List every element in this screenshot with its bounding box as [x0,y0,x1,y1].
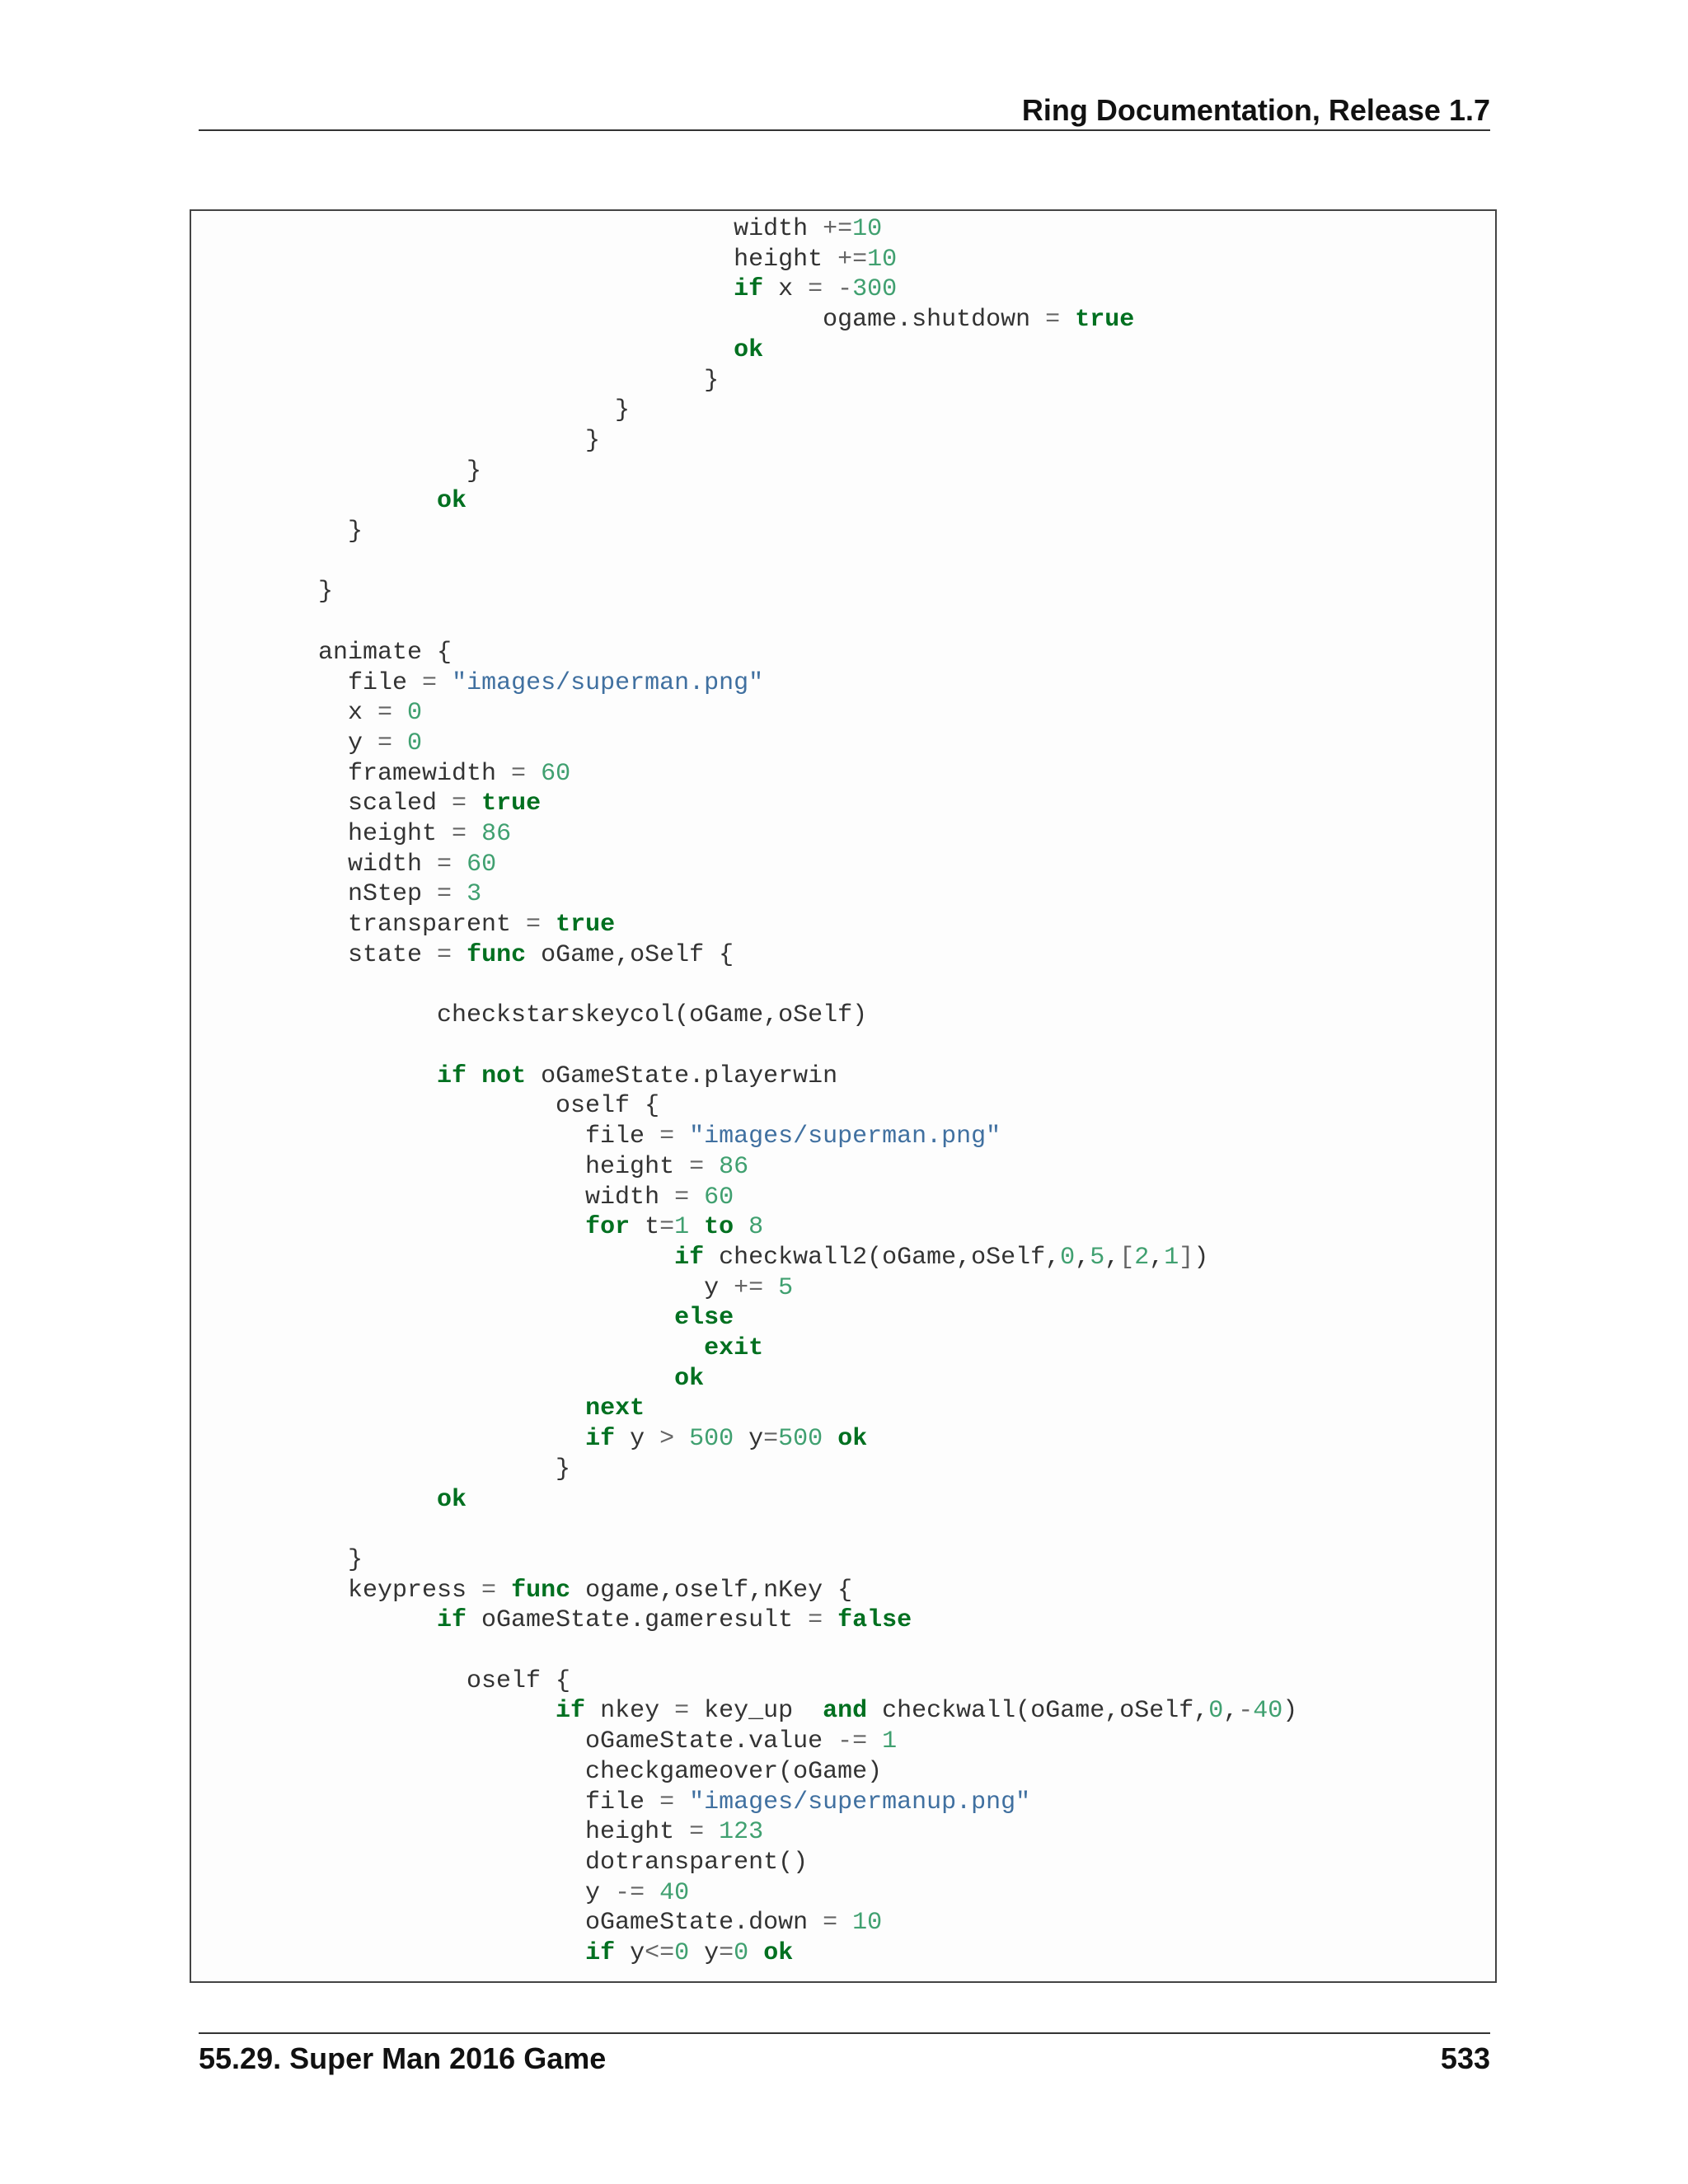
code-line: } [318,578,334,607]
code-line: checkgameover(oGame) [318,1757,883,1786]
code-line: dotransparent() [318,1848,809,1877]
code-line: for t=1 to 8 [585,1213,764,1242]
header-divider [199,129,1490,131]
code-line: state = func oGame,oSelf { [318,940,734,969]
code-line: } [318,1455,571,1483]
code-line: oself { [318,1666,571,1695]
code-line: if y<=0 y=0 ok [585,1939,794,1968]
page-number: 533 [1440,2041,1490,2075]
code-line: checkstarskeycol(oGame,oSelf) [318,1001,868,1030]
code-line: } [318,518,363,546]
code-line: width = 60 [318,1183,734,1212]
code-line: y += 5 [318,1273,794,1302]
code-line: height = 86 [318,820,512,849]
code-line: animate { [318,638,452,667]
code-line: file = "images/superman.png" [318,668,764,697]
code-line: framewidth = 60 [318,759,571,788]
code-line: scaled = true [318,790,542,818]
footer-divider [199,2032,1490,2034]
page-header-title: Ring Documentation, Release 1.7 [1021,93,1490,127]
code-line: height = 86 [318,1152,749,1181]
footer-section-title: 55.29. Super Man 2016 Game [199,2041,607,2075]
code-line: oGameState.value -= 1 [318,1727,898,1756]
code-line: ok [734,335,764,364]
code-line: file = "images/supermanup.png" [318,1788,1031,1816]
code-line: file = "images/superman.png" [318,1122,1001,1151]
code-line: width = 60 [318,850,497,879]
code-line: oGameState.down = 10 [318,1909,883,1938]
code-line: } [318,366,720,395]
code-line: oself { [318,1092,660,1121]
code-line: } [318,457,482,485]
code-block [190,209,1497,1983]
code-line: y = 0 [318,729,423,757]
code-line: keypress = func ogame,oself,nKey { [318,1576,853,1605]
code-line: else [674,1304,734,1333]
code-line: if not oGameState.playerwin [437,1062,838,1090]
code-line: if oGameState.gameresult = false [437,1606,912,1635]
code-line: width +=10 [318,215,883,243]
code-line: x = 0 [318,699,423,728]
code-line: if checkwall2(oGame,oSelf,0,5,[2,1]) [674,1243,1209,1272]
code-line: y -= 40 [318,1878,690,1907]
code-line: } [318,1545,363,1574]
code-line: if y > 500 y=500 ok [585,1425,868,1454]
code-line: ok [437,1485,467,1514]
code-listing [318,214,1297,1969]
code-line: exit [704,1334,764,1363]
code-line: } [318,426,601,455]
code-line: nStep = 3 [318,880,482,909]
code-line: if nkey = key_up and checkwall(oGame,oSelf,0,-40) [556,1697,1298,1726]
code-line: transparent = true [318,911,616,940]
code-line: next [585,1394,645,1423]
code-line: if x = -300 [734,275,898,304]
code-line: ok [674,1364,705,1393]
code-line: ogame.shutdown = true [318,306,1135,335]
code-line: height = 123 [318,1818,764,1847]
code-line: ok [437,487,467,516]
code-line: height +=10 [318,245,898,274]
code-line: } [318,396,631,425]
